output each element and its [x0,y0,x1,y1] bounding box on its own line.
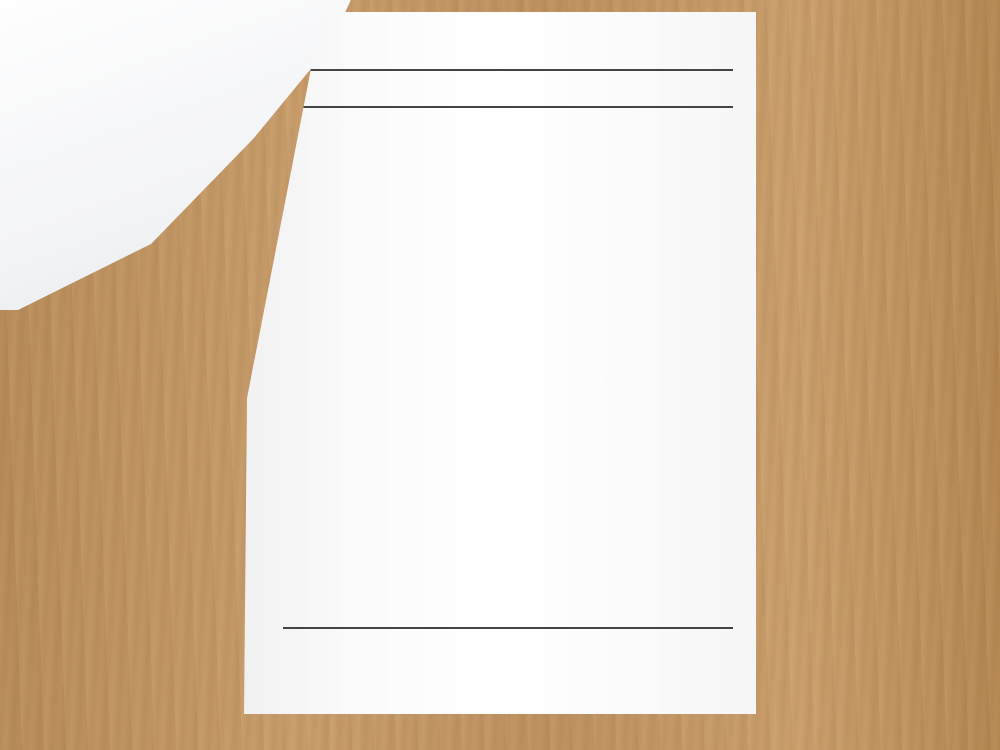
inspection-sheet [244,12,756,714]
top-section [283,69,733,71]
section-wagen-op-de-hefbrug [283,106,733,108]
section-afrondende-werkzaamheden [283,627,733,629]
